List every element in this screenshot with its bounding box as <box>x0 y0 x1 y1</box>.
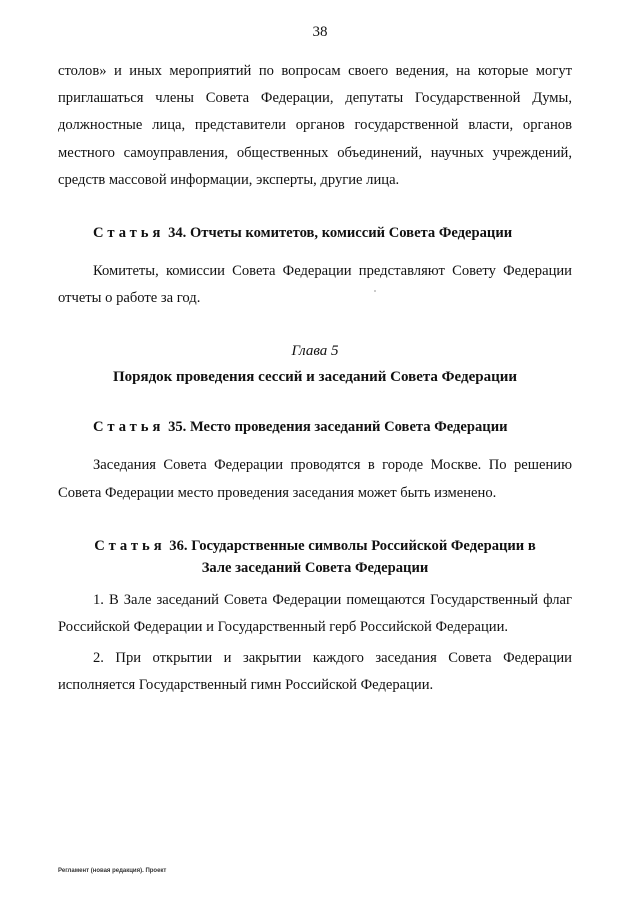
article-36-item-1: 1. В Зале заседаний Совета Федерации помещаются Государственный флаг Российской Федерации и Государственный герб Российской Федерации. <box>58 591 572 636</box>
article-36-heading-line1 <box>58 535 572 557</box>
article-34-label: Статья <box>93 225 165 242</box>
article-36-heading <box>58 535 572 579</box>
article-36-title-line2: Зале заседаний Совета Федерации <box>201 559 429 576</box>
article-35-heading <box>58 416 572 438</box>
article-34-text: Комитеты, комиссии Совета Федерации представляют Совету Федерации отчеты о работе за год. <box>58 263 572 307</box>
article-35-label: Статья <box>93 419 165 436</box>
intro-paragraph: столов» и иных мероприятий по вопросам своего ведения, на которые могут приглашаться члены Совета Федерации, депутаты Государственной Думы, должностные лица, представители органов государственной власти, органов местного самоуправления, общественных объединений, научных учреждений, средств массовой информации, эксперты, другие лица. <box>58 63 572 188</box>
scan-speck <box>374 290 376 292</box>
article-36-title-line1: 36. Государственные символы Российской Федерации в <box>169 537 536 554</box>
document-body <box>58 58 572 700</box>
page-number: 38 <box>312 24 328 40</box>
article-36-label: Статья <box>94 537 166 554</box>
article-34-heading <box>58 222 572 244</box>
chapter-title: Порядок проведения сессий и заседаний Совета Федерации <box>112 369 518 386</box>
article-36-item-2: 2. При открытии и закрытии каждого заседания Совета Федерации исполняется Государственный гимн Российской Федерации. <box>58 650 572 694</box>
article-34-title: 34. Отчеты комитетов, комиссий Совета Федерации <box>168 225 513 242</box>
article-35-text: Заседания Совета Федерации проводятся в городе Москве. По решению Совета Федерации место проведения заседания может быть изменено. <box>58 457 572 501</box>
article-35-title: 35. Место проведения заседаний Совета Федерации <box>168 419 508 436</box>
chapter-label: Глава 5 <box>291 343 339 360</box>
footer-note: Регламент (новая редакция). Проект <box>58 868 167 874</box>
